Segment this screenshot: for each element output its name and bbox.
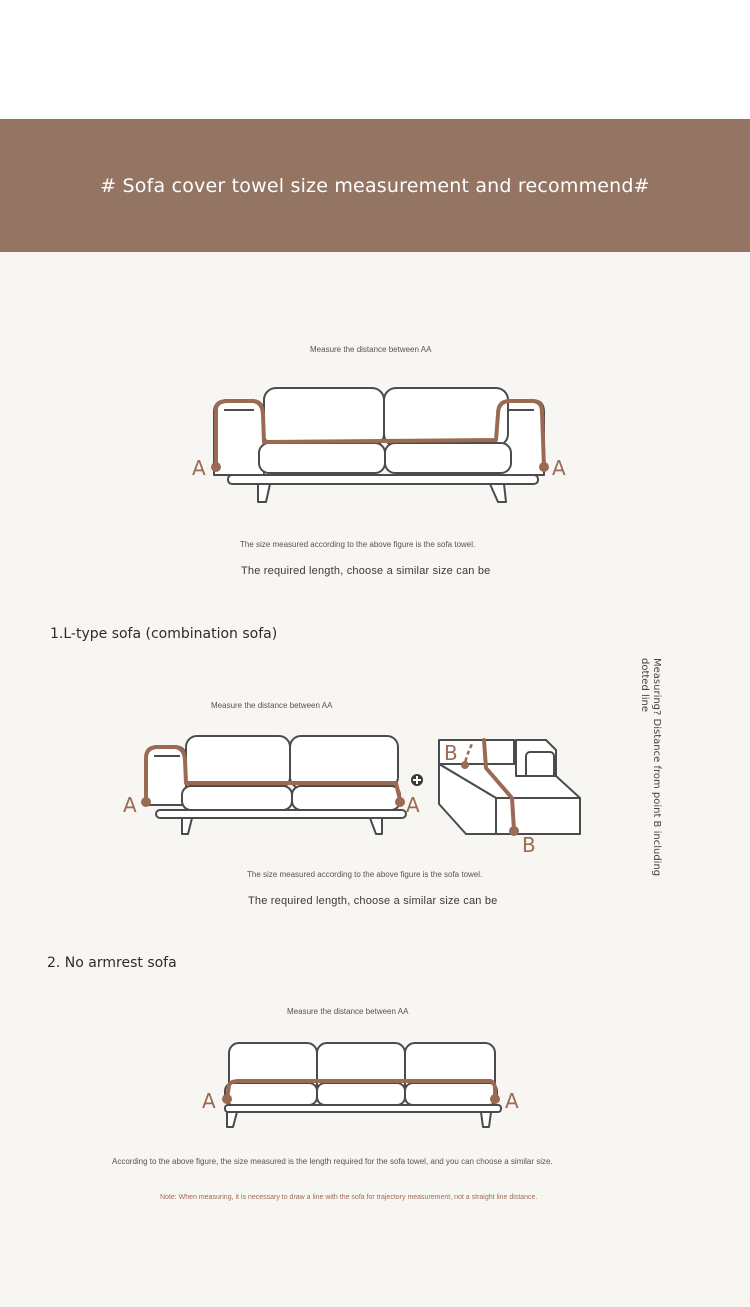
measure-label-1: Measure the distance between AA bbox=[310, 345, 432, 354]
caption-3: According to the above figure, the size measured is the length required for the sofa towel, and you can choose a similar size. bbox=[112, 1157, 553, 1166]
sofa-diagram-3 bbox=[195, 1035, 535, 1135]
point-a-right-2: A bbox=[406, 793, 420, 817]
caption-mid-1: The required length, choose a similar size can be bbox=[241, 565, 491, 577]
vertical-measuring-note: Measuring? Distance from point B including dotted line bbox=[639, 658, 662, 877]
measure-label-2: Measure the distance between AA bbox=[211, 701, 333, 710]
sofa-diagram-2 bbox=[120, 730, 440, 845]
point-a-left-3: A bbox=[202, 1089, 216, 1113]
caption-mid-2: The required length, choose a similar size can be bbox=[248, 895, 498, 907]
section-heading-l-type: 1.L-type sofa (combination sofa) bbox=[50, 626, 278, 642]
point-a-left-1: A bbox=[192, 456, 206, 480]
point-a-left-2: A bbox=[123, 793, 137, 817]
caption-small-2: The size measured according to the above figure is the sofa towel. bbox=[247, 870, 483, 879]
section-heading-no-armrest: 2. No armrest sofa bbox=[47, 955, 177, 971]
point-a-right-1: A bbox=[552, 456, 566, 480]
caption-small-1: The size measured according to the above figure is the sofa towel. bbox=[240, 540, 476, 549]
measurement-note: Note: When measuring, it is necessary to draw a line with the sofa for trajectory measurement, not a straight line distance. bbox=[160, 1194, 538, 1201]
chaise-diagram bbox=[436, 736, 586, 856]
sofa-diagram-1 bbox=[180, 380, 580, 515]
banner-title: # Sofa cover towel size measurement and recommend# bbox=[100, 174, 650, 197]
point-b-bottom: B bbox=[522, 833, 536, 857]
point-a-right-3: A bbox=[505, 1089, 519, 1113]
measure-label-3: Measure the distance between AA bbox=[287, 1007, 409, 1016]
top-blank-area bbox=[0, 0, 750, 119]
point-b-top: B bbox=[444, 741, 458, 765]
title-banner bbox=[0, 119, 750, 252]
